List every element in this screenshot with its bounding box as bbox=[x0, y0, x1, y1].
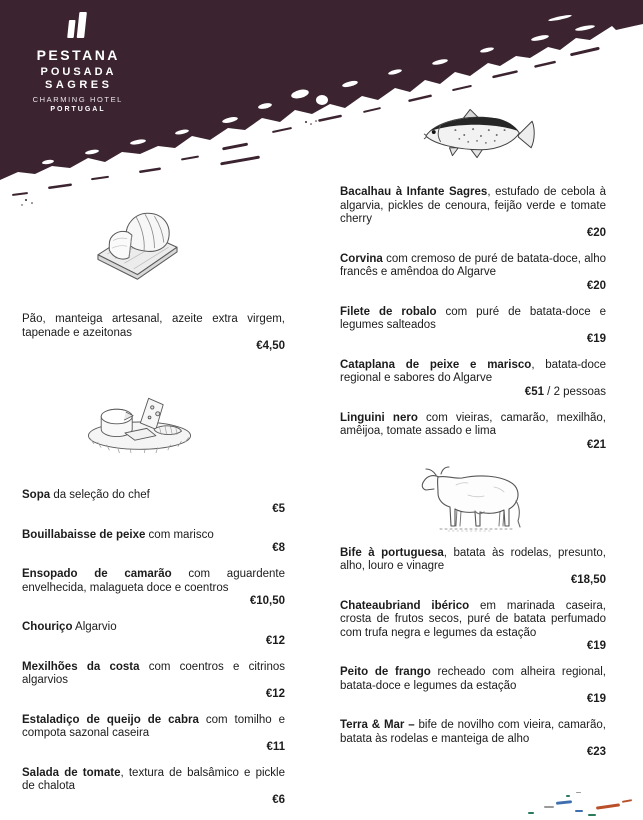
dish-price: €4,50 bbox=[256, 340, 285, 352]
bread-board-illustration bbox=[90, 203, 185, 283]
menu-item-corvina bbox=[340, 253, 606, 293]
menu-item-estaladico bbox=[22, 714, 285, 754]
cow-illustration bbox=[410, 465, 530, 533]
dish-description: com tomilho e compota sazonal caseira bbox=[22, 713, 285, 739]
menu-item-sopa bbox=[22, 489, 285, 516]
menu-item-chourico bbox=[22, 621, 285, 648]
pestana-logo bbox=[18, 11, 136, 113]
dish-price: €6 bbox=[272, 793, 285, 806]
dish-description: com cremoso de puré de batata-doce, alho francês e amêndoa do Algarve bbox=[340, 252, 606, 278]
dish-price: €19 bbox=[586, 640, 606, 652]
menu-item-peito-frango bbox=[340, 666, 606, 706]
dish-name: Ensopado de camarão bbox=[22, 568, 172, 580]
dish-text bbox=[22, 661, 285, 688]
menu-item-chateaubriand bbox=[340, 600, 606, 654]
dish-description: da seleção do chef bbox=[50, 489, 150, 501]
dish-text bbox=[340, 547, 606, 574]
dish-description: com marisco bbox=[145, 528, 214, 541]
dish-name: Chateaubriand ibérico bbox=[340, 599, 470, 612]
dish-price: €23 bbox=[586, 746, 606, 758]
dish-description: , batata às rodelas, presunto, alho, louro e vinagre bbox=[340, 546, 606, 572]
dish-description: com puré de batata-doce e legumes salteados bbox=[340, 305, 606, 331]
dish-description: com coentros e citrinos algarvios bbox=[22, 660, 285, 686]
menu-item-bife bbox=[340, 547, 606, 587]
dish-price: €51 / 2 pessoas bbox=[524, 385, 606, 398]
dish-text bbox=[340, 719, 606, 746]
dish-description: , textura de balsâmico e pickle de chalota bbox=[22, 766, 285, 792]
paint-fleck bbox=[622, 799, 632, 803]
dish-text bbox=[22, 714, 285, 741]
menu-item-ensopado bbox=[22, 568, 285, 608]
dish-text bbox=[340, 186, 606, 227]
dish-text bbox=[22, 489, 285, 503]
dish-text bbox=[340, 666, 606, 693]
dish-name: Terra & Mar – bbox=[340, 719, 415, 731]
paint-fleck bbox=[556, 800, 572, 805]
menu-item-terra-mar bbox=[340, 719, 606, 759]
dish-description: com aguardente envelhecida, malagueta doce e coentros bbox=[22, 568, 285, 594]
dish-name: Filete de robalo bbox=[340, 305, 437, 318]
dish-text bbox=[340, 412, 606, 439]
dish-price: €12 bbox=[265, 687, 285, 700]
dish-name: Bacalhau à Infante Sagres bbox=[340, 186, 488, 198]
dish-description: , batata-doce regional e sabores do Algarve bbox=[340, 358, 606, 384]
dish-text bbox=[22, 767, 285, 794]
dish-name: Corvina bbox=[340, 252, 383, 265]
dish-name: Mexilhões da costa bbox=[22, 660, 140, 673]
dish-price: €20 bbox=[586, 226, 606, 239]
fish-illustration bbox=[420, 108, 538, 160]
paint-fleck bbox=[566, 795, 570, 797]
brand-sagres: SAGRES bbox=[45, 79, 113, 91]
dish-name: Cataplana de peixe e marisco bbox=[340, 358, 532, 371]
dish-price: €18,50 bbox=[570, 573, 606, 586]
dish-name: Bife à portuguesa bbox=[340, 546, 444, 559]
paint-fleck bbox=[588, 814, 596, 816]
menu-item-salada bbox=[22, 767, 285, 807]
dish-text bbox=[22, 313, 285, 340]
dish-price: €8 bbox=[272, 542, 285, 554]
menu-item-bacalhau bbox=[340, 186, 606, 240]
pestana-logo-icon bbox=[62, 11, 92, 43]
brand-charming-hotel: CHARMING HOTEL bbox=[32, 95, 123, 104]
dish-description: recheado com alheira regional, batata-doce e legumes da estação bbox=[340, 666, 606, 692]
dish-price: €11 bbox=[266, 740, 285, 753]
dish-description: com vieiras, camarão, mexilhão, amêijoa, tomate assado e lima bbox=[340, 411, 606, 437]
menu-item-bouillabaisse bbox=[22, 529, 285, 556]
dish-price: €10,50 bbox=[249, 595, 285, 607]
dish-text bbox=[340, 359, 606, 386]
dish-price-note: / 2 pessoas bbox=[543, 385, 606, 398]
dish-name: Linguini nero bbox=[340, 411, 418, 424]
paint-fleck bbox=[528, 812, 534, 814]
dish-description: Pão, manteiga artesanal, azeite extra virgem, tapenade e azeitonas bbox=[22, 313, 285, 339]
dish-name: Bouillabaisse de peixe bbox=[22, 528, 146, 541]
paint-fleck bbox=[544, 806, 554, 808]
dish-description: bife de novilho com vieira, camarão, batata às rodelas e manteiga de alho bbox=[340, 719, 606, 745]
dish-text bbox=[22, 568, 285, 595]
dish-text bbox=[340, 600, 606, 641]
dish-text bbox=[22, 621, 285, 635]
menu-item-robalo bbox=[340, 306, 606, 346]
right-column bbox=[340, 108, 606, 772]
paint-fleck bbox=[576, 792, 581, 793]
dish-name: Chouriço bbox=[22, 621, 73, 633]
dish-text bbox=[340, 306, 606, 333]
paint-fleck bbox=[596, 803, 620, 809]
dish-price: €12 bbox=[265, 634, 285, 647]
dish-price: €19 bbox=[586, 332, 606, 345]
dish-text bbox=[340, 253, 606, 280]
dish-name: Salada de tomate bbox=[22, 766, 121, 779]
dish-price: €5 bbox=[272, 502, 285, 515]
menu-item-linguini bbox=[340, 412, 606, 452]
brand-pousada: POUSADA bbox=[40, 66, 117, 78]
dish-price: €20 bbox=[586, 279, 606, 292]
dish-text bbox=[22, 529, 285, 543]
cheese-platter-illustration bbox=[82, 391, 197, 453]
brand-name: PESTANA bbox=[36, 47, 120, 63]
dish-description: , estufado de cebola à algarvia, pickles de cenoura, feijão verde e tomate cherry bbox=[340, 186, 606, 225]
dish-description: em marinada caseira, crosta de frutos secos, puré de batata perfumado com trufa negra e legumes da estação bbox=[340, 599, 606, 639]
dish-price: €19 bbox=[586, 693, 606, 705]
paint-fleck bbox=[575, 810, 583, 812]
brand-portugal: PORTUGAL bbox=[50, 106, 106, 113]
left-column bbox=[22, 203, 285, 820]
menu-item-cataplana bbox=[340, 359, 606, 399]
dish-description: Algarvio bbox=[72, 621, 117, 633]
dish-name: Peito de frango bbox=[340, 666, 431, 678]
dish-price: €21 bbox=[586, 438, 606, 451]
menu-item-pao bbox=[22, 313, 285, 353]
menu-item-mexilhoes bbox=[22, 661, 285, 701]
dish-name: Estaladiço de queijo de cabra bbox=[22, 713, 199, 726]
dish-name: Sopa bbox=[22, 489, 51, 501]
